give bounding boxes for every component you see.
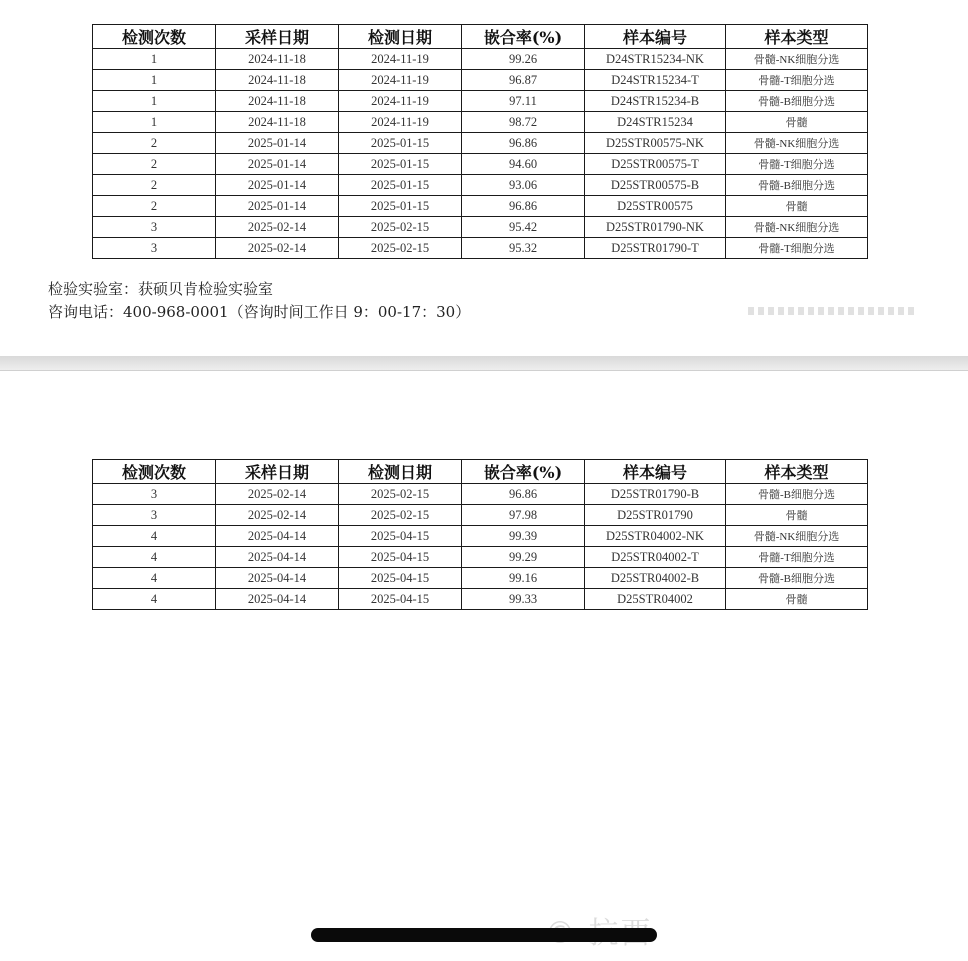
cell-sample-id: D25STR01790-B (585, 484, 726, 505)
table-row (93, 49, 868, 70)
header-sample-type: 样本类型 (726, 460, 868, 484)
cell-sample-type: 骨髓-T细胞分选 (726, 70, 868, 91)
table-row (93, 70, 868, 91)
cell-chimerism-rate: 99.16 (462, 568, 585, 589)
cell-sampling-date: 2025-01-14 (216, 154, 339, 175)
cell-sample-type: 骨髓-B细胞分选 (726, 568, 868, 589)
cell-sampling-date: 2025-02-14 (216, 505, 339, 526)
table-row (93, 505, 868, 526)
cell-sampling-date: 2025-02-14 (216, 238, 339, 259)
cell-chimerism-rate: 95.32 (462, 238, 585, 259)
cell-sample-type: 骨髓-B细胞分选 (726, 175, 868, 196)
cell-sample-type: 骨髓-T细胞分选 (726, 154, 868, 175)
cell-chimerism-rate: 99.39 (462, 526, 585, 547)
cell-test-date: 2025-02-15 (339, 238, 462, 259)
cell-chimerism-rate: 96.86 (462, 196, 585, 217)
cell-sample-type: 骨髓 (726, 196, 868, 217)
cell-sample-type: 骨髓-NK细胞分选 (726, 49, 868, 70)
cell-sample-id: D24STR15234-NK (585, 49, 726, 70)
cell-test-count: 3 (93, 484, 216, 505)
header-test-count: 检测次数 (93, 460, 216, 484)
cell-test-count: 4 (93, 547, 216, 568)
table-row (93, 175, 868, 196)
cell-sampling-date: 2025-04-14 (216, 568, 339, 589)
cell-test-count: 2 (93, 133, 216, 154)
table-row (93, 91, 868, 112)
cell-sampling-date: 2024-11-18 (216, 91, 339, 112)
document-page-2 (0, 370, 968, 961)
cell-chimerism-rate: 97.98 (462, 505, 585, 526)
cell-sample-type: 骨髓-B细胞分选 (726, 484, 868, 505)
cell-sampling-date: 2025-04-14 (216, 526, 339, 547)
cell-test-count: 3 (93, 217, 216, 238)
header-test-count: 检测次数 (93, 25, 216, 49)
cell-test-date: 2024-11-19 (339, 49, 462, 70)
cell-sampling-date: 2025-02-14 (216, 217, 339, 238)
cell-test-date: 2024-11-19 (339, 112, 462, 133)
header-sample-id: 样本编号 (585, 25, 726, 49)
cell-test-count: 2 (93, 175, 216, 196)
header-chimerism-rate: 嵌合率(%) (462, 25, 585, 49)
cell-sampling-date: 2025-01-14 (216, 133, 339, 154)
faded-stamp-mark (748, 307, 918, 315)
table-row (93, 133, 868, 154)
cell-test-date: 2025-01-15 (339, 154, 462, 175)
document-page-1 (0, 0, 968, 357)
cell-sample-id: D25STR04002 (585, 589, 726, 610)
cell-test-date: 2025-04-15 (339, 568, 462, 589)
cell-test-count: 2 (93, 196, 216, 217)
home-indicator-bar[interactable] (311, 928, 657, 942)
cell-chimerism-rate: 96.87 (462, 70, 585, 91)
table-row (93, 589, 868, 610)
cell-sample-id: D25STR01790-NK (585, 217, 726, 238)
table-body-page-1 (93, 49, 868, 259)
cell-test-count: 1 (93, 112, 216, 133)
cell-test-date: 2025-02-15 (339, 484, 462, 505)
cell-sample-type: 骨髓-B细胞分选 (726, 91, 868, 112)
cell-sample-type: 骨髓-NK细胞分选 (726, 217, 868, 238)
cell-sample-id: D25STR00575 (585, 196, 726, 217)
cell-sampling-date: 2025-04-14 (216, 547, 339, 568)
table-header-row (93, 25, 868, 49)
table-row (93, 154, 868, 175)
cell-test-count: 3 (93, 238, 216, 259)
cell-sample-id: D25STR01790 (585, 505, 726, 526)
cell-sample-type: 骨髓 (726, 589, 868, 610)
cell-sampling-date: 2024-11-18 (216, 112, 339, 133)
table-row (93, 526, 868, 547)
cell-sample-type: 骨髓-NK细胞分选 (726, 133, 868, 154)
cell-test-date: 2025-02-15 (339, 217, 462, 238)
cell-test-count: 1 (93, 70, 216, 91)
cell-sample-id: D24STR15234 (585, 112, 726, 133)
cell-sample-type: 骨髓 (726, 505, 868, 526)
cell-sample-id: D24STR15234-B (585, 91, 726, 112)
cell-sample-id: D24STR15234-T (585, 70, 726, 91)
cell-test-count: 1 (93, 49, 216, 70)
cell-test-date: 2024-11-19 (339, 91, 462, 112)
cell-chimerism-rate: 99.26 (462, 49, 585, 70)
cell-sampling-date: 2025-02-14 (216, 484, 339, 505)
cell-sampling-date: 2025-01-14 (216, 175, 339, 196)
chimerism-results-table-page-1 (92, 24, 868, 259)
cell-test-date: 2025-04-15 (339, 547, 462, 568)
cell-sample-type: 骨髓-NK细胞分选 (726, 526, 868, 547)
cell-test-date: 2025-04-15 (339, 589, 462, 610)
consultation-phone-text: 咨询电话：400-968-0001（咨询时间工作日 9：00-17：30） (48, 303, 471, 321)
table-row (93, 547, 868, 568)
cell-chimerism-rate: 95.42 (462, 217, 585, 238)
header-test-date: 检测日期 (339, 460, 462, 484)
cell-test-count: 4 (93, 589, 216, 610)
cell-test-date: 2025-02-15 (339, 505, 462, 526)
cell-test-date: 2024-11-19 (339, 70, 462, 91)
cell-chimerism-rate: 94.60 (462, 154, 585, 175)
table-header-row (93, 460, 868, 484)
cell-sample-id: D25STR00575-B (585, 175, 726, 196)
header-sampling-date: 采样日期 (216, 460, 339, 484)
header-test-date: 检测日期 (339, 25, 462, 49)
table-row (93, 217, 868, 238)
cell-chimerism-rate: 97.11 (462, 91, 585, 112)
cell-test-count: 3 (93, 505, 216, 526)
cell-test-date: 2025-01-15 (339, 175, 462, 196)
table-row (93, 112, 868, 133)
cell-test-count: 4 (93, 526, 216, 547)
cell-chimerism-rate: 96.86 (462, 133, 585, 154)
cell-sample-id: D25STR00575-T (585, 154, 726, 175)
cell-sample-id: D25STR04002-B (585, 568, 726, 589)
cell-test-count: 1 (93, 91, 216, 112)
cell-chimerism-rate: 99.29 (462, 547, 585, 568)
cell-chimerism-rate: 96.86 (462, 484, 585, 505)
page-separator (0, 356, 968, 370)
cell-sample-id: D25STR04002-T (585, 547, 726, 568)
cell-sample-id: D25STR01790-T (585, 238, 726, 259)
table-row (93, 484, 868, 505)
cell-chimerism-rate: 98.72 (462, 112, 585, 133)
cell-test-date: 2025-04-15 (339, 526, 462, 547)
cell-test-count: 4 (93, 568, 216, 589)
lab-name-text: 检验实验室：获硕贝肯检验实验室 (48, 280, 274, 298)
header-sample-id: 样本编号 (585, 460, 726, 484)
chimerism-results-table-page-2 (92, 459, 868, 610)
table-row (93, 238, 868, 259)
cell-sample-type: 骨髓 (726, 112, 868, 133)
header-sampling-date: 采样日期 (216, 25, 339, 49)
cell-test-date: 2025-01-15 (339, 196, 462, 217)
cell-sampling-date: 2025-04-14 (216, 589, 339, 610)
cell-sampling-date: 2024-11-18 (216, 70, 339, 91)
table-row (93, 196, 868, 217)
table-row (93, 568, 868, 589)
cell-chimerism-rate: 93.06 (462, 175, 585, 196)
cell-sample-id: D25STR04002-NK (585, 526, 726, 547)
cell-test-count: 2 (93, 154, 216, 175)
cell-test-date: 2025-01-15 (339, 133, 462, 154)
cell-sampling-date: 2025-01-14 (216, 196, 339, 217)
cell-sampling-date: 2024-11-18 (216, 49, 339, 70)
cell-sample-type: 骨髓-T细胞分选 (726, 238, 868, 259)
cell-sample-type: 骨髓-T细胞分选 (726, 547, 868, 568)
cell-chimerism-rate: 99.33 (462, 589, 585, 610)
table-body-page-2 (93, 484, 868, 610)
cell-sample-id: D25STR00575-NK (585, 133, 726, 154)
header-chimerism-rate: 嵌合率(%) (462, 460, 585, 484)
header-sample-type: 样本类型 (726, 25, 868, 49)
